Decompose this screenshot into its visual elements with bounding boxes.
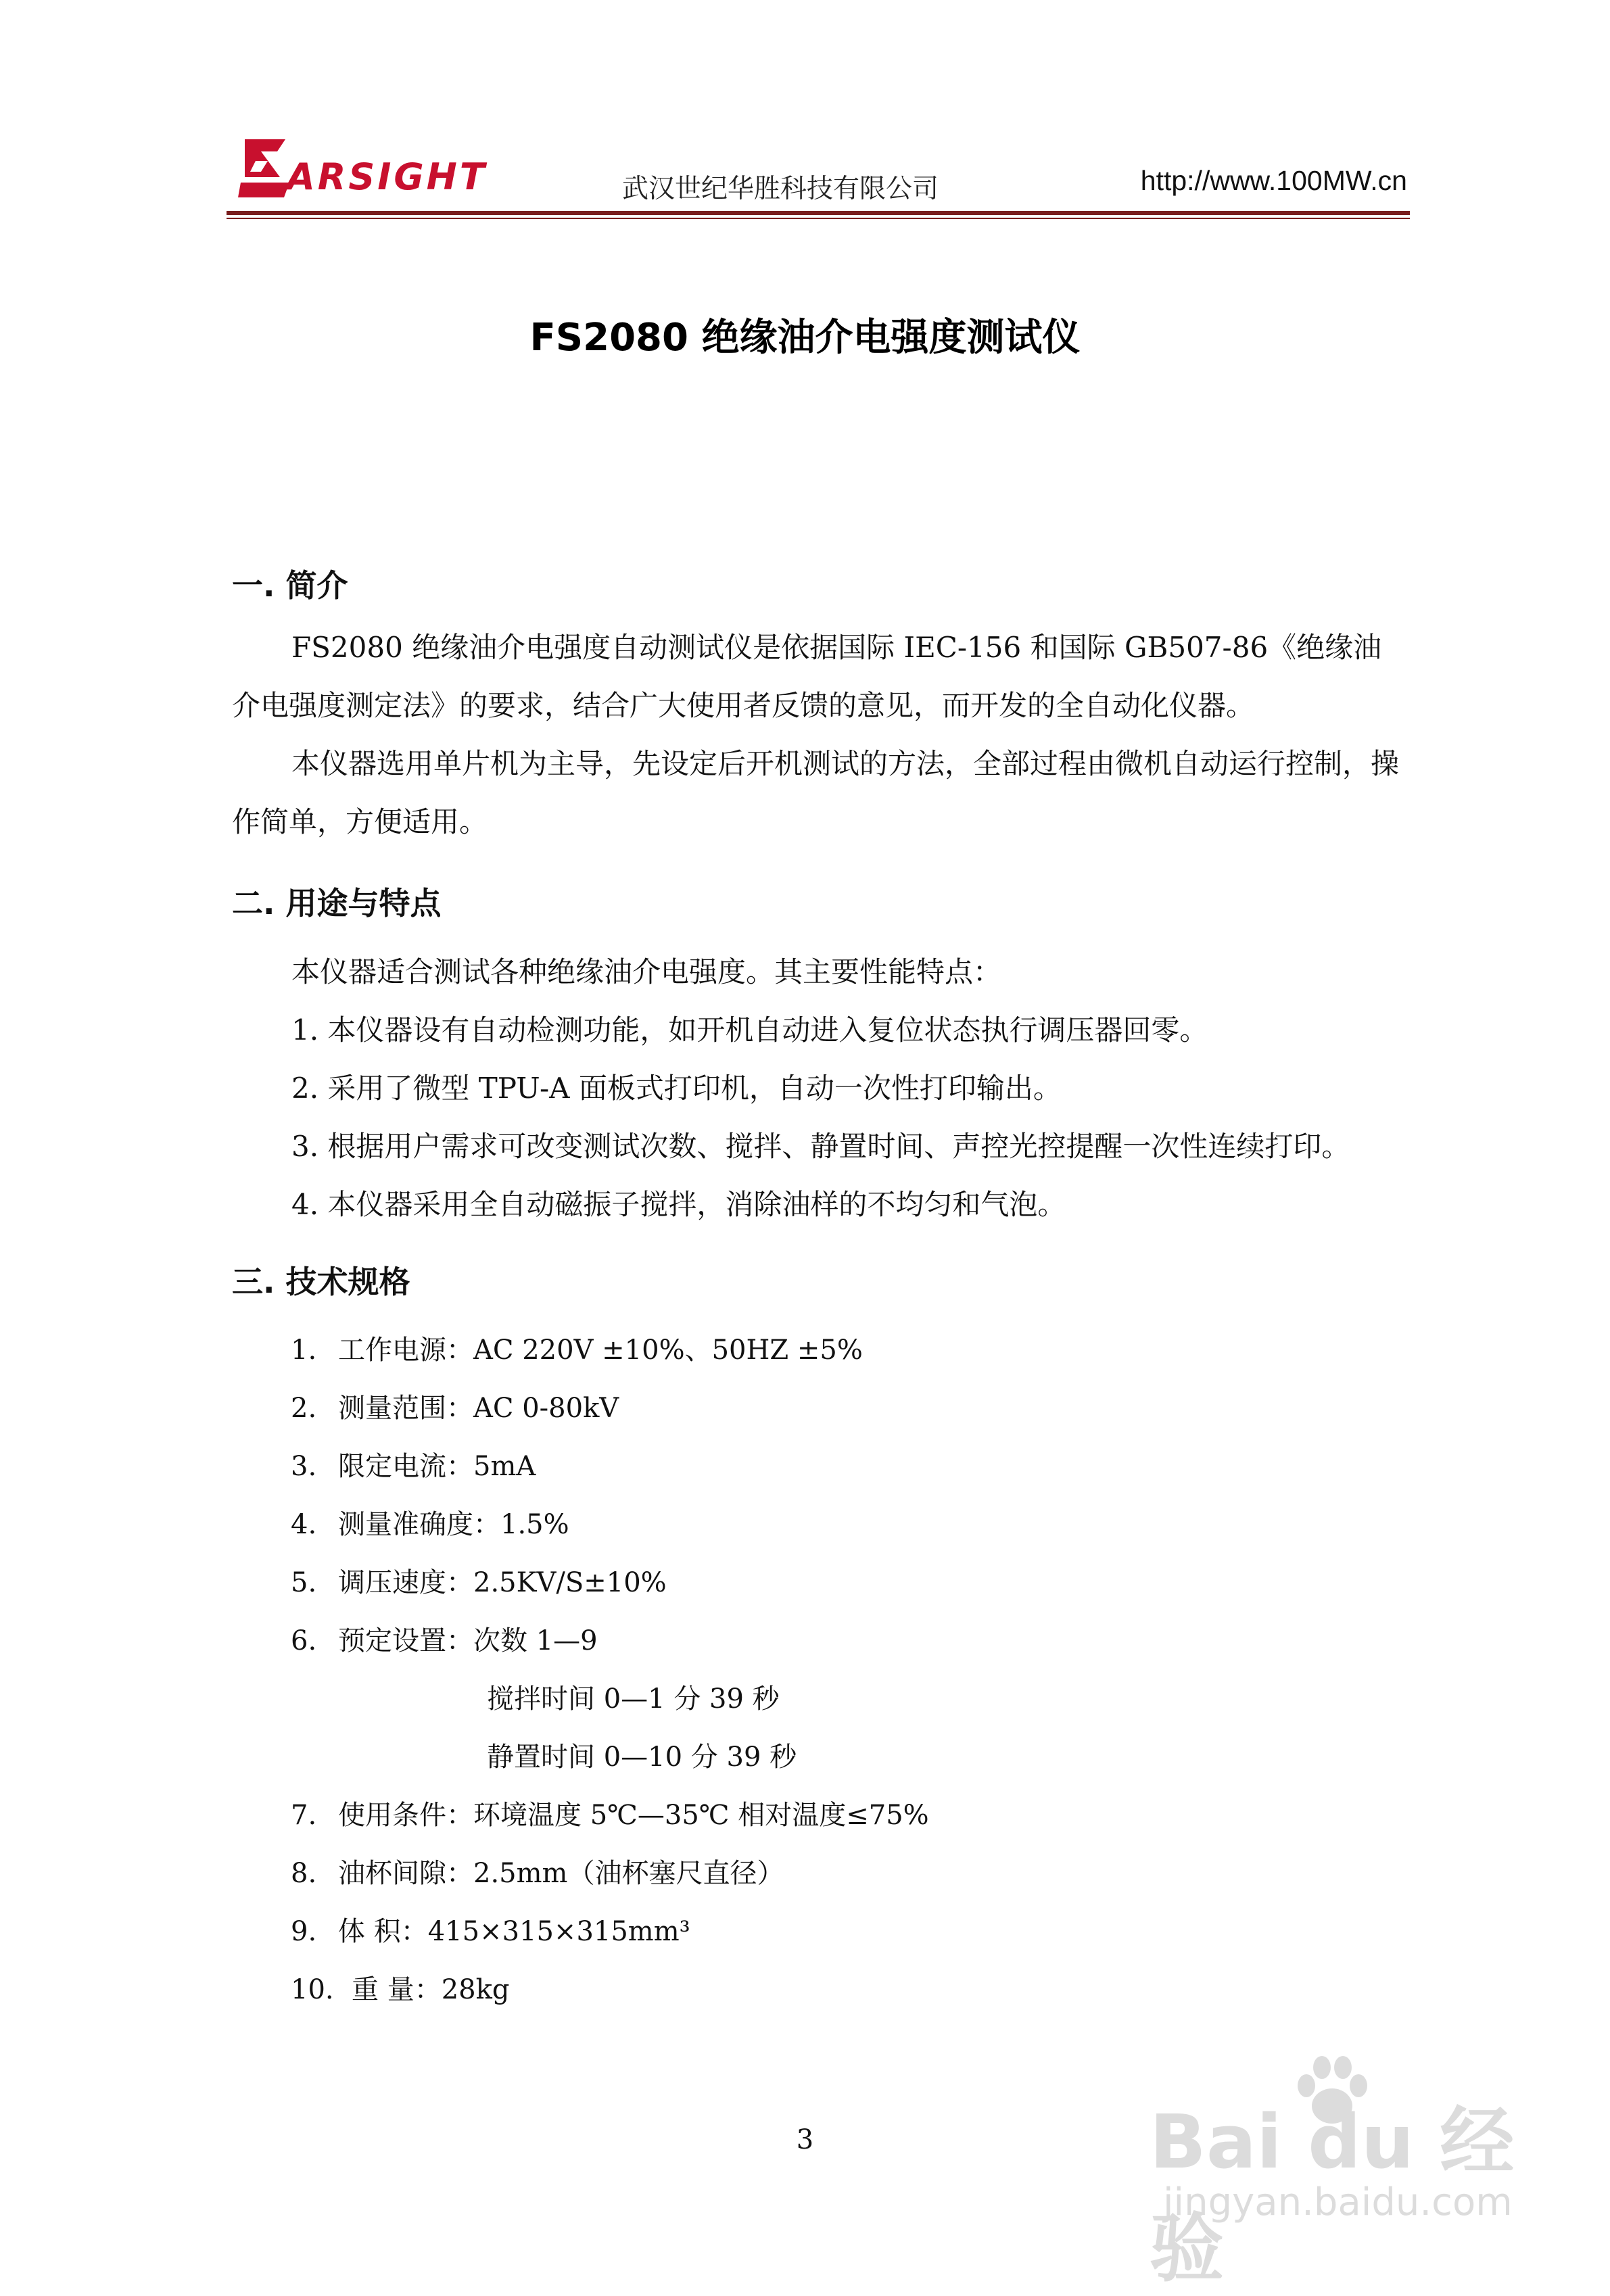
spec-subitem: 搅拌时间 0—1 分 39 秒 (487, 1683, 780, 1715)
feature-item: 3. 根据用户需求可改变测试次数、搅拌、静置时间、声控光控提醒一次性连续打印。 (291, 1130, 1350, 1163)
watermark-sub-text: jingyan.baidu.com (1163, 2180, 1513, 2224)
document-title: FS2080 绝缘油介电强度测试仪 (529, 316, 1081, 360)
intro-paragraph-1: FS2080 绝缘油介电强度自动测试仪是依据国际 IEC-156 和国际 GB507-86《绝缘油介电强度测定法》的要求，结合广大使用者反馈的意见，而开发的全自动化仪器。 (232, 631, 1382, 722)
watermark-main-text: Bai du 经验 (1150, 2099, 1515, 2292)
feature-item: 2. 采用了微型 TPU-A 面板式打印机，自动一次性打印输出。 (291, 1072, 1062, 1105)
baidu-watermark (1150, 2055, 1528, 2292)
feature-item: 1. 本仪器设有自动检测功能，如开机自动进入复位状态执行调压器回零。 (291, 1013, 1208, 1047)
spec-item: 10. 重 量：28kg (291, 1974, 510, 2005)
section-heading-specs: 三. 技术规格 (232, 1264, 410, 1300)
section-heading-intro: 一. 简介 (232, 567, 348, 604)
feature-item: 4. 本仪器采用全自动磁振子搅拌，消除油样的不均匀和气泡。 (291, 1188, 1066, 1221)
spec-item: 4. 测量准确度：1.5% (291, 1509, 569, 1540)
intro-paragraph-2: 本仪器选用单片机为主导，先设定后开机测试的方法，全部过程由微机自动运行控制，操作简单，方便适用。 (232, 747, 1400, 838)
header-company-name: 武汉世纪华胜科技有限公司 (622, 174, 939, 204)
header-url: http://www.100MW.cn (1140, 165, 1407, 196)
spec-subitem: 静置时间 0—10 分 39 秒 (487, 1742, 797, 1773)
spec-item: 7. 使用条件：环境温度 5℃—35℃ 相对温度≤75% (291, 1800, 929, 1831)
header-rule-thin (227, 218, 1410, 219)
page-number: 3 (796, 2124, 814, 2155)
features-lead: 本仪器适合测试各种绝缘油介电强度。其主要性能特点： (291, 955, 1002, 988)
logo-text: ARSIGHT (287, 156, 488, 198)
company-logo (238, 135, 488, 201)
spec-item: 6. 预定设置：次数 1—9 (291, 1625, 598, 1656)
spec-item: 2. 测量范围：AC 0-80kV (291, 1393, 619, 1424)
spec-item: 1. 工作电源：AC 220V ±10%、50HZ ±5% (291, 1335, 863, 1366)
spec-item: 3. 限定电流：5mA (291, 1451, 536, 1482)
logo-mark-icon (238, 135, 292, 201)
spec-item: 8. 油杯间隙：2.5mm（油杯塞尺直径） (291, 1858, 784, 1889)
header-rule-thick (227, 211, 1410, 215)
spec-item: 9. 体 积：415×315×315mm³ (291, 1916, 690, 1947)
section-heading-features: 二. 用途与特点 (232, 885, 442, 922)
spec-item: 5. 调压速度：2.5KV/S±10% (291, 1567, 667, 1598)
